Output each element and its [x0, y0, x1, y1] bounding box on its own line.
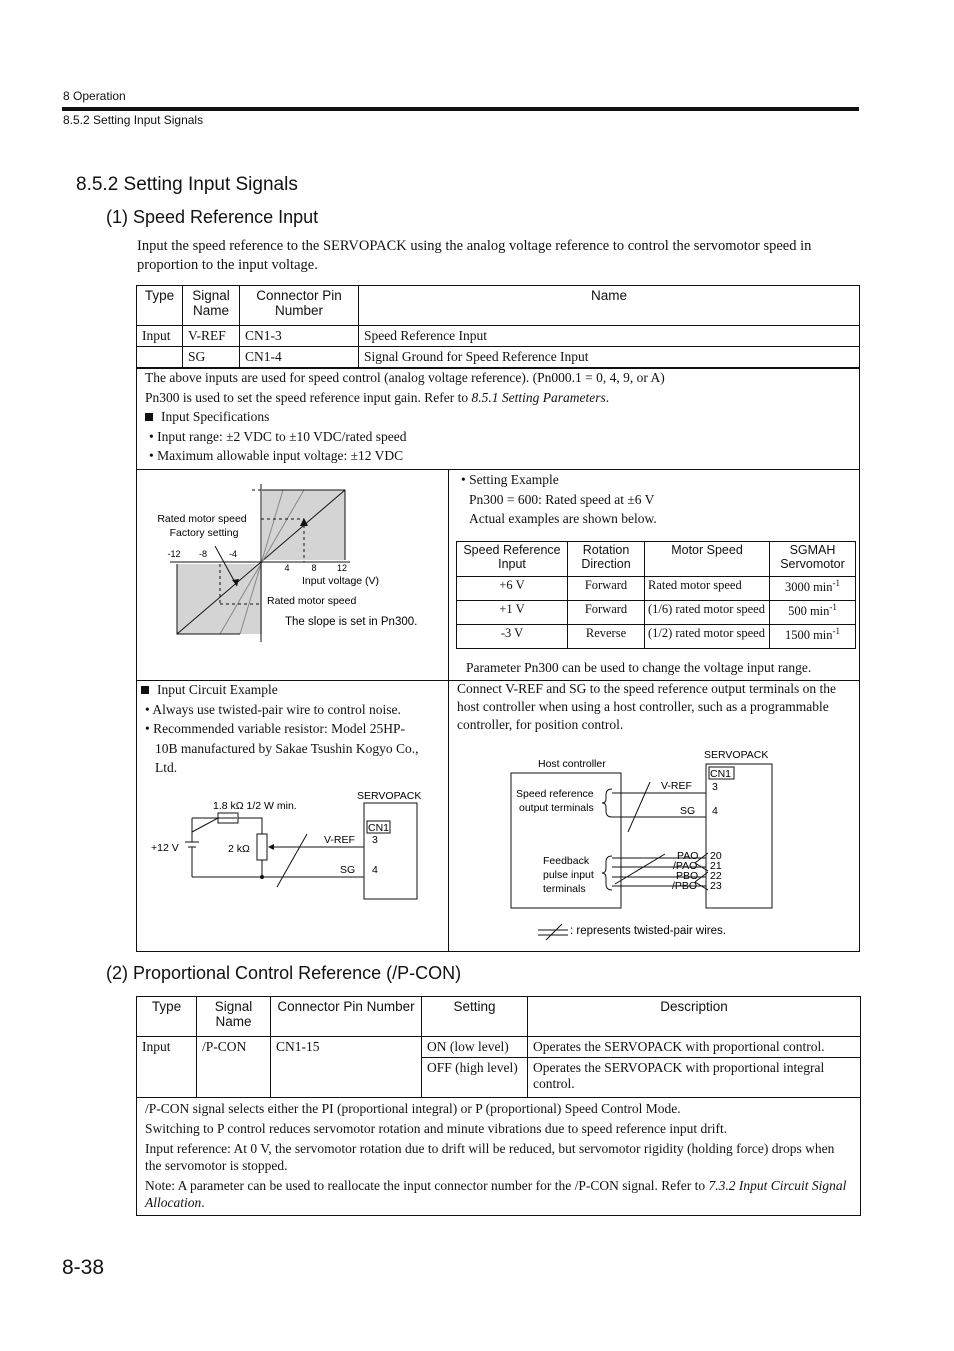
tick-label: -8 — [198, 549, 208, 559]
table-cell — [770, 577, 856, 601]
note-text: . — [201, 1195, 205, 1210]
feedback-label: terminals — [543, 883, 586, 895]
table-cell: Reverse — [568, 625, 645, 649]
table-cell: CN1-4 — [240, 347, 359, 368]
table-cell: SG — [183, 347, 240, 368]
table-cell: -3 V — [457, 625, 568, 649]
input-circuit-diagram — [140, 782, 445, 942]
slope-note: The slope is set in Pn300. — [285, 616, 418, 628]
sg-label: SG — [680, 805, 696, 817]
table-cell: Operates the SERVOPACK with proportional integral control. — [528, 1058, 861, 1098]
table-cell: +1 V — [457, 601, 568, 625]
header-rotation-direction: Rotation Direction — [568, 542, 645, 577]
feedback-label: pulse input — [543, 869, 594, 881]
table-cell: Signal Ground for Speed Reference Input — [359, 347, 860, 368]
square-bullet-icon — [145, 413, 153, 421]
header-setting: Setting — [422, 997, 528, 1037]
label-rated-motor-speed-lower: Rated motor speed — [267, 595, 357, 607]
table-cell: (1/2) rated motor speed — [645, 625, 770, 649]
spec-heading-text: Input Specifications — [161, 409, 270, 424]
label-factory-setting: Factory setting — [169, 527, 239, 539]
brace-icon — [602, 789, 612, 817]
twisted-pair-legend: : represents twisted-pair wires. — [570, 925, 726, 937]
page-number: 8-38 — [62, 1256, 105, 1279]
speed-ref-label: output terminals — [519, 802, 594, 814]
speed-value: 1500 min — [784, 628, 833, 643]
table-cell: Forward — [568, 601, 645, 625]
input-circuit-text — [141, 680, 446, 778]
pin-label: 4 — [712, 805, 718, 817]
header-signal-name: Signal Name — [197, 997, 271, 1037]
pin-label: 21 — [710, 860, 722, 872]
table-cell: Forward — [568, 577, 645, 601]
square-bullet-icon — [141, 686, 149, 694]
tick-label: -4 — [228, 549, 238, 559]
note-text: . — [605, 389, 610, 405]
variable-resistor-icon — [257, 834, 267, 860]
header-sgmah-servomotor: SGMAH Servomotor — [770, 542, 856, 577]
host-connection-diagram — [450, 744, 855, 949]
divider — [448, 469, 449, 952]
setting-example-footer: Parameter Pn300 can be used to change the voltage input range. — [466, 660, 812, 675]
voltage-label: +12 V — [151, 842, 179, 854]
npbo-label: /PBO — [672, 880, 698, 892]
table-cell: V-REF — [183, 326, 240, 347]
subsection-title-pcon: (2) Proportional Control Reference (/P-CON) — [106, 963, 462, 983]
pin-label: 22 — [710, 870, 722, 882]
spec-item: • Input range: ±2 VDC to ±10 VDC/rated speed — [149, 428, 407, 444]
header-connector-pin: Connector Pin Number — [240, 286, 359, 326]
pao-label: PAO — [677, 850, 699, 862]
pin-label: 20 — [710, 850, 722, 862]
speed-voltage-graph — [140, 474, 445, 674]
speed-unit-exponent: -1 — [829, 602, 837, 612]
table-cell: CN1-15 — [271, 1037, 422, 1098]
connect-paragraph: Connect V-REF and SG to the speed reference output terminals on the host controller when using a host controller, such as a programmable controller, for position control. — [457, 681, 837, 732]
table-cell — [137, 347, 183, 368]
npao-label: /PAO — [673, 860, 698, 872]
setting-example-line: Actual examples are shown below. — [469, 511, 657, 526]
running-header-section: 8.5.2 Setting Input Signals — [63, 113, 204, 127]
table-cell — [770, 625, 856, 649]
servopack-box — [364, 803, 417, 899]
input-circuit-heading — [141, 680, 446, 700]
table-cell: Rated motor speed — [645, 577, 770, 601]
pin-label: 4 — [372, 864, 378, 876]
header-connector-pin: Connector Pin Number — [271, 997, 422, 1037]
pin-label: 3 — [372, 834, 378, 846]
tick-label: 4 — [284, 563, 290, 573]
vref-label: V-REF — [661, 780, 692, 792]
cn1-label: CN1 — [368, 822, 390, 834]
header-description: Description — [528, 997, 861, 1037]
cn1-label: CN1 — [710, 768, 732, 780]
table-cell: OFF (high level) — [422, 1058, 528, 1098]
pcon-signal-table — [136, 996, 861, 1216]
header-rule — [62, 107, 859, 111]
speed-unit-exponent: -1 — [832, 626, 841, 636]
notes-block — [145, 368, 855, 466]
host-controller-label: Host controller — [538, 758, 606, 770]
note-reference: 7.3.2 Input Circuit Signal Allocation — [145, 1178, 847, 1210]
section-title: 8.5.2 Setting Input Signals — [76, 174, 298, 195]
running-header-chapter: 8 Operation — [63, 89, 126, 103]
circuit-bullet-cont: Ltd. — [155, 760, 178, 775]
speed-value: 500 min — [788, 604, 830, 619]
pin-label: 23 — [710, 880, 722, 892]
table-cell — [770, 601, 856, 625]
speed-value: 3000 min — [784, 580, 833, 595]
table-cell: ON (low level) — [422, 1037, 528, 1058]
header-signal-name: Signal Name — [183, 286, 240, 326]
pcon-note: Input reference: At 0 V, the servomotor rotation due to drift will be reduced, but servomotor rigidity (holding force) drops when the servomotor is stopped. — [145, 1141, 835, 1173]
pcon-note — [145, 1177, 852, 1211]
table-cell: CN1-3 — [240, 326, 359, 347]
tick-label: 8 — [311, 563, 317, 573]
servopack-label: SERVOPACK — [704, 749, 769, 761]
twisted-pair-icon — [628, 782, 650, 832]
vref-label: V-REF — [324, 834, 355, 846]
header-motor-speed: Motor Speed — [645, 542, 770, 577]
subsection-title-speed-reference: (1) Speed Reference Input — [106, 207, 319, 227]
variable-resistor-label: 2 kΩ — [228, 843, 250, 855]
input-circuit-heading-text: Input Circuit Example — [157, 682, 278, 697]
pcon-note: /P-CON signal selects either the PI (proportional integral) or P (proportional) Speed Control Mode. — [145, 1101, 681, 1116]
table-cell: Speed Reference Input — [359, 326, 860, 347]
resistor-label: 1.8 kΩ 1/2 W min. — [213, 800, 297, 812]
speed-reference-signal-table — [136, 285, 860, 368]
table-cell: Input — [137, 326, 183, 347]
feedback-label: Feedback — [543, 855, 590, 867]
setting-example-line: Pn300 = 600: Rated speed at ±6 V — [469, 491, 655, 507]
speed-unit-exponent: -1 — [832, 578, 841, 588]
spec-item: • Maximum allowable input voltage: ±12 VDC — [149, 448, 404, 463]
tick-label: 12 — [336, 563, 348, 573]
note-line — [145, 388, 855, 408]
setting-example-table — [456, 541, 856, 649]
header-name: Name — [359, 286, 860, 326]
pcon-notes-cell — [137, 1098, 861, 1216]
x-axis-label: Input voltage (V) — [302, 575, 380, 587]
brace-icon — [602, 856, 612, 890]
table-cell: +6 V — [457, 577, 568, 601]
spec-heading — [145, 407, 855, 427]
circuit-bullet: • Recommended variable resistor: Model 25HP- — [145, 721, 406, 736]
tick-label: -12 — [167, 549, 181, 559]
note-line: The above inputs are used for speed control (analog voltage reference). (Pn000.1 = 0, 4, 9, or A) — [145, 370, 665, 385]
label-rated-motor-speed-upper: Rated motor speed — [157, 513, 247, 525]
note-reference: 8.5.1 Setting Parameters — [471, 389, 606, 405]
header-speed-reference-input: Speed Reference Input — [457, 542, 568, 577]
pcon-note: Switching to P control reduces servomotor rotation and minute vibrations due to speed reference input drift. — [145, 1121, 728, 1136]
table-cell: (1/6) rated motor speed — [645, 601, 770, 625]
servopack-label: SERVOPACK — [357, 790, 422, 802]
setting-example-text — [461, 470, 657, 529]
setting-example-heading: • Setting Example — [461, 472, 559, 487]
sg-label: SG — [340, 864, 356, 876]
note-text: Pn300 is used to set the speed reference input gain. Refer to — [145, 389, 472, 405]
header-type: Type — [137, 286, 183, 326]
intro-paragraph: Input the speed reference to the SERVOPACK using the analog voltage reference to control the servomotor speed in proportion to the input voltage. — [137, 238, 812, 273]
table-cell: Input — [137, 1037, 197, 1098]
pin-label: 3 — [712, 781, 718, 793]
circuit-bullet: • Always use twisted-pair wire to control noise. — [145, 701, 401, 717]
note-text: Note: A parameter can be used to reallocate the input connector number for the /P-CON signal. Refer to — [145, 1178, 709, 1193]
table-cell: /P-CON — [197, 1037, 271, 1098]
circuit-bullet-cont: 10B manufactured by Sakae Tsushin Kogyo Co., — [155, 740, 419, 756]
pbo-label: PBO — [676, 870, 699, 882]
table-cell: Operates the SERVOPACK with proportional control. — [528, 1037, 861, 1058]
speed-ref-label: Speed reference — [516, 788, 594, 800]
twisted-pair-icon — [277, 834, 307, 887]
header-type: Type — [137, 997, 197, 1037]
